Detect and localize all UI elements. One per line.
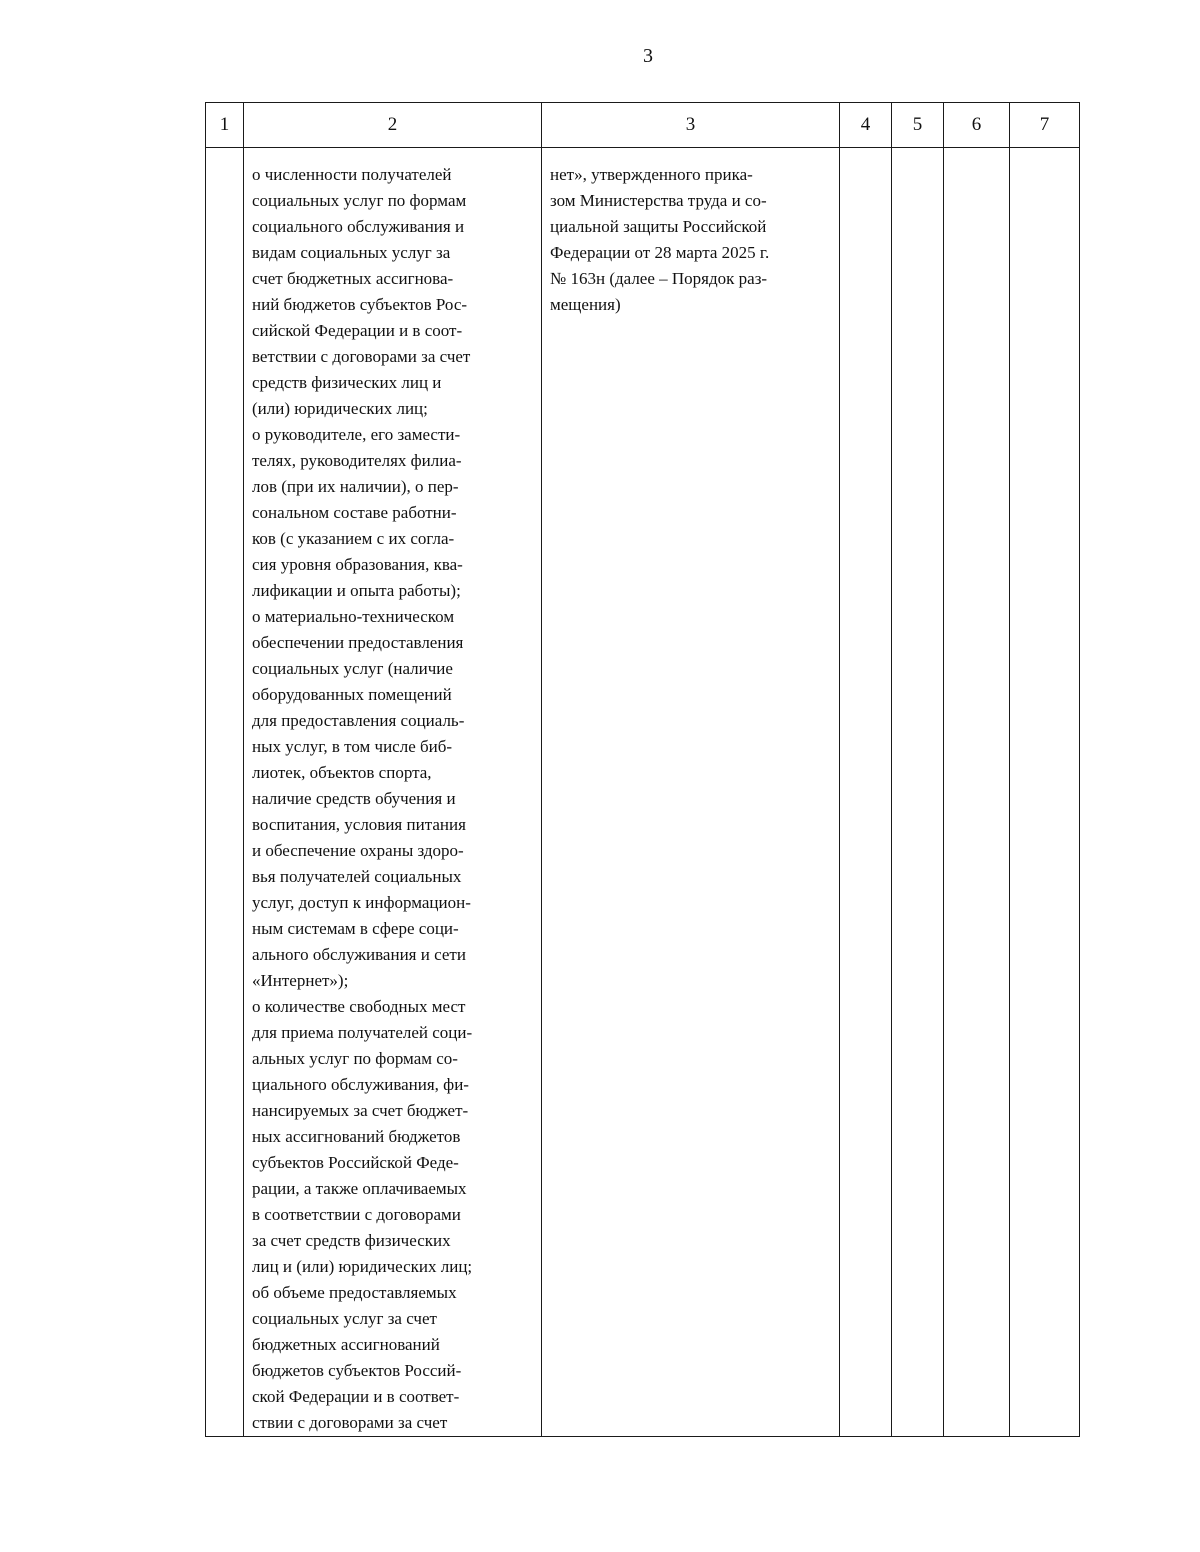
text-line: видам социальных услуг за <box>252 243 451 262</box>
text-line: бюджетов субъектов Россий- <box>252 1361 462 1380</box>
text-line: ков (с указанием с их согла- <box>252 529 455 548</box>
text-line: оборудованных помещений <box>252 685 452 704</box>
text-line: нет», утвержденного прика- <box>550 165 753 184</box>
text-line: вья получателей социальных <box>252 867 462 886</box>
text-line: зом Министерства труда и со- <box>550 191 767 210</box>
text-line: лов (при их наличии), о пер- <box>252 477 459 496</box>
text-line: рации, а также оплачиваемых <box>252 1179 467 1198</box>
text-line: ным системам в сфере соци- <box>252 919 459 938</box>
table-body <box>206 148 1080 1437</box>
text-line: ствии с договорами за счет <box>252 1413 448 1432</box>
cell-3-text <box>542 148 839 318</box>
text-line: ской Федерации и в соответ- <box>252 1387 460 1406</box>
text-line: сональном составе работни- <box>252 503 457 522</box>
text-line: за счет средств физических <box>252 1231 451 1250</box>
cell-col-5 <box>892 148 944 1437</box>
text-line: об объеме предоставляемых <box>252 1283 457 1302</box>
cell-col-4 <box>840 148 892 1437</box>
text-line: лификации и опыта работы); <box>252 581 461 600</box>
text-line: сийской Федерации и в соот- <box>252 321 463 340</box>
text-line: ний бюджетов субъектов Рос- <box>252 295 468 314</box>
header-cell-4: 4 <box>840 103 892 148</box>
text-line: воспитания, условия питания <box>252 815 466 834</box>
page-number: 3 <box>643 45 653 67</box>
text-line: о руководителе, его замести- <box>252 425 461 444</box>
text-line: средств физических лиц и <box>252 373 442 392</box>
text-line: сия уровня образования, ква- <box>252 555 463 574</box>
text-line: (или) юридических лиц; <box>252 399 428 418</box>
cell-col-3 <box>542 148 840 1437</box>
text-line: социального обслуживания и <box>252 217 465 236</box>
header-cell-7: 7 <box>1010 103 1080 148</box>
table-row <box>206 148 1080 1437</box>
text-line: социальных услуг по формам <box>252 191 467 210</box>
text-line: обеспечении предоставления <box>252 633 464 652</box>
text-line: счет бюджетных ассигнова- <box>252 269 454 288</box>
text-line: социальных услуг (наличие <box>252 659 453 678</box>
text-line: наличие средств обучения и <box>252 789 456 808</box>
text-line: услуг, доступ к информацион- <box>252 893 471 912</box>
text-line: Федерации от 28 марта 2025 г. <box>550 243 770 262</box>
table-header <box>206 103 1080 148</box>
cell-col-7 <box>1010 148 1080 1437</box>
text-line: «Интернет»); <box>252 971 349 990</box>
cell-col-2 <box>244 148 542 1437</box>
text-line: бюджетных ассигнований <box>252 1335 440 1354</box>
header-cell-2: 2 <box>244 103 542 148</box>
header-cell-6: 6 <box>944 103 1010 148</box>
cell-col-1 <box>206 148 244 1437</box>
text-line: циального обслуживания, фи- <box>252 1075 469 1094</box>
header-row <box>206 103 1080 148</box>
text-line: № 163н (далее – Порядок раз- <box>550 269 768 288</box>
header-cell-1: 1 <box>206 103 244 148</box>
text-line: и обеспечение охраны здоро- <box>252 841 464 860</box>
cell-col-6 <box>944 148 1010 1437</box>
text-line: лиц и (или) юридических лиц; <box>252 1257 473 1276</box>
text-line: субъектов Российской Феде- <box>252 1153 459 1172</box>
text-line: о количестве свободных мест <box>252 997 466 1016</box>
text-line: для предоставления социаль- <box>252 711 465 730</box>
text-line: социальных услуг за счет <box>252 1309 437 1328</box>
header-cell-3: 3 <box>542 103 840 148</box>
text-line: ных услуг, в том числе биб- <box>252 737 453 756</box>
text-line: циальной защиты Российской <box>550 217 767 236</box>
text-line: ального обслуживания и сети <box>252 945 466 964</box>
text-line: альных услуг по формам со- <box>252 1049 458 1068</box>
text-line: в соответствии с договорами <box>252 1205 461 1224</box>
document-table <box>205 102 1080 1437</box>
text-line: для приема получателей соци- <box>252 1023 473 1042</box>
text-line: телях, руководителях филиа- <box>252 451 462 470</box>
text-line: мещения) <box>550 295 621 314</box>
header-cell-5: 5 <box>892 103 944 148</box>
text-line: о материально-техническом <box>252 607 455 626</box>
cell-2-text <box>244 148 541 1436</box>
text-line: ветствии с договорами за счет <box>252 347 471 366</box>
text-line: ных ассигнований бюджетов <box>252 1127 461 1146</box>
text-line: лиотек, объектов спорта, <box>252 763 432 782</box>
text-line: о численности получателей <box>252 165 452 184</box>
text-line: нансируемых за счет бюджет- <box>252 1101 469 1120</box>
